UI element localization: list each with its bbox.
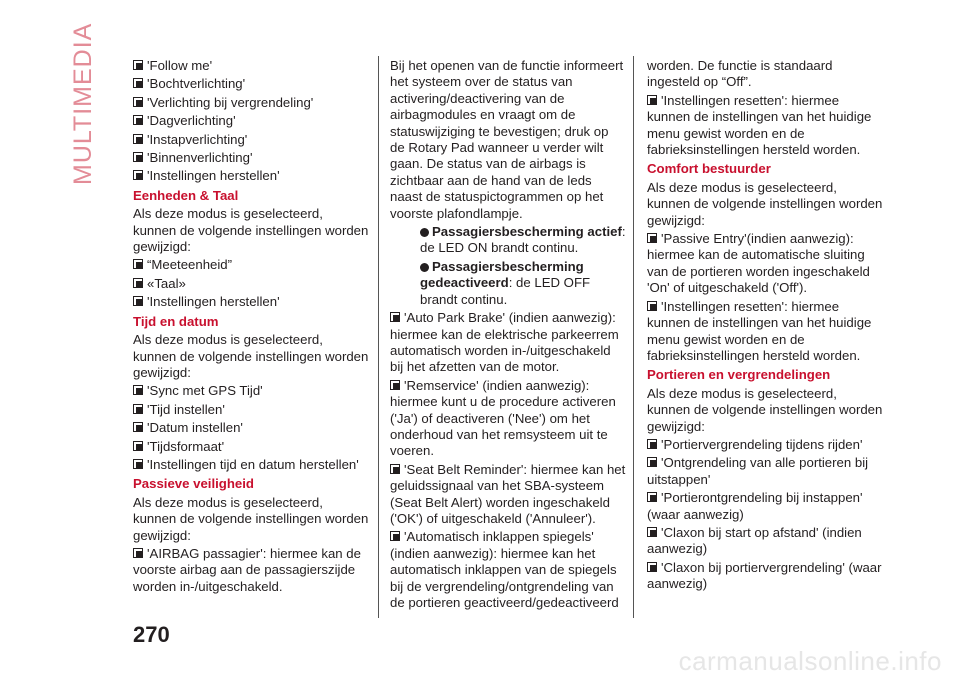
paragraph: Als deze modus is geselecteerd, kunnen de volgende instellingen worden gewijzigd: [133, 332, 369, 380]
list-item: «Taal» [133, 276, 369, 292]
checkbox-bullet-icon [133, 404, 143, 414]
list-item: 'Tijdsformaat' [133, 439, 369, 455]
list-item: 'Ontgrendeling van alle portieren bij uitstappen' [647, 455, 869, 487]
bullet-item: Passagiersbescherming gedeactiveerd: de LED OFF brandt continu. [420, 258, 591, 307]
column-1 [133, 58, 369, 597]
heading-units-language: Eenheden & Taal [133, 187, 239, 203]
list-item: 'Claxon bij portiervergrendeling' (waar aanwezig) [647, 559, 882, 592]
checkbox-bullet-icon [133, 296, 143, 306]
heading-passive-safety: Passieve veiligheid [133, 476, 254, 492]
list-item: 'Instapverlichting' [133, 132, 369, 148]
page-number: 270 [133, 622, 170, 647]
list-item: 'Seat Belt Reminder': hiermee kan het geluidssignaal van het SBA-systeem (Seat Belt Alert) worden ingeschakeld ('OK') of uitgeschakeld ('Annuleer'). [390, 461, 626, 526]
paragraph: Als deze modus is geselecteerd, kunnen de volgende instellingen worden gewijzigd: [647, 385, 883, 434]
list-item: 'Sync met GPS Tijd' [133, 383, 369, 399]
checkbox-bullet-icon [133, 548, 143, 558]
checkbox-bullet-icon [133, 97, 143, 107]
list-item: 'Instellingen tijd en datum herstellen' [133, 457, 369, 473]
column-2 [390, 58, 626, 613]
checkbox-bullet-icon [390, 380, 400, 390]
bullet-item: Passagiersbescherming actief: de LED ON brandt continu. [420, 224, 626, 256]
list-item: 'Binnenverlichting' [133, 150, 369, 166]
column-3 [647, 58, 883, 595]
list-item: 'Remservice' (indien aanwezig): hiermee kunt u de procedure activeren ('Ja') of deactiveren ('Nee') om het onderhoud van het remsysteem uit te voeren. [390, 377, 616, 459]
checkbox-bullet-icon [133, 385, 143, 395]
heading-time-date: Tijd en datum [133, 313, 219, 329]
paragraph: worden. De functie is standaard ingesteld op “Off”. [647, 58, 833, 90]
checkbox-bullet-icon [647, 562, 657, 572]
checkbox-bullet-icon [647, 439, 657, 449]
checkbox-bullet-icon [647, 95, 657, 105]
paragraph: Als deze modus is geselecteerd, kunnen de volgende instellingen worden gewijzigd: [647, 179, 883, 228]
checkbox-bullet-icon [133, 152, 143, 162]
paragraph: Bij het openen van de functie informeert het systeem over de status van activering/deactivering van de airbagmodules en vraagt om de statuswijziging te bevestigen; druk op de Rotary Pad wanneer u verder wilt gaan. De status van de airbags is zichtbaar aan de hand van de leds naast de statuspictogrammen op het voorste plafondlampje. [390, 58, 624, 221]
checkbox-bullet-icon [647, 492, 657, 502]
list-item: 'Instellingen resetten': hiermee kunnen de instellingen van het huidige menu gewist worden en de fabrieksinstellingen hersteld worden. [647, 92, 872, 158]
checkbox-bullet-icon [647, 527, 657, 537]
list-item: 'Portiervergrendeling tijdens rijden' [647, 437, 883, 453]
list-item: 'Portierontgrendeling bij instappen' (waar aanwezig) [647, 490, 863, 522]
list-item: 'Datum instellen' [133, 420, 369, 436]
checkbox-bullet-icon [647, 301, 657, 311]
checkbox-bullet-icon [133, 459, 143, 469]
checkbox-bullet-icon [133, 170, 143, 180]
list-item: 'Instellingen resetten': hiermee kunnen de instellingen van het huidige menu gewist worden en de fabrieksinstellingen hersteld worden. [647, 298, 872, 363]
checkbox-bullet-icon [133, 259, 143, 269]
list-item: 'Automatisch inklappen spiegels' (indien aanwezig): hiermee kan het automatisch inklappen van de spiegels bij de vergrendeling/ontgrendeling van de portieren geactiveerd/gedeactiveerd [390, 529, 619, 610]
checkbox-bullet-icon [390, 312, 400, 322]
list-item: 'Instellingen herstellen' [133, 294, 369, 310]
list-item: 'Tijd instellen' [133, 402, 369, 418]
column-divider-2 [633, 56, 634, 618]
watermark: carmanualsonline.info [678, 646, 942, 676]
heading-driver-comfort: Comfort bestuurder [647, 161, 771, 177]
bullet-dot-icon [420, 263, 429, 272]
checkbox-bullet-icon [133, 422, 143, 432]
section-title: MULTIMEDIA [69, 22, 97, 185]
heading-doors-locks: Portieren en vergrendelingen [647, 367, 831, 383]
checkbox-bullet-icon [133, 78, 143, 88]
column-divider-1 [378, 56, 379, 618]
list-item: 'Claxon bij start op afstand' (indien aanwezig) [647, 524, 862, 557]
paragraph: Als deze modus is geselecteerd, kunnen de volgende instellingen worden gewijzigd: [133, 494, 369, 543]
checkbox-bullet-icon [647, 457, 657, 467]
list-item: 'Auto Park Brake' (indien aanwezig): hiermee kan de elektrische parkeerrem automatisch worden in-/uitgeschakeld bij het afzetten van de motor. [390, 310, 619, 375]
list-item: 'Verlichting bij vergrendeling' [133, 95, 369, 111]
checkbox-bullet-icon [133, 278, 143, 288]
list-item: 'Follow me' [133, 58, 369, 74]
checkbox-bullet-icon [133, 115, 143, 125]
bullet-dot-icon [420, 228, 429, 237]
list-item: “Meeteenheid” [133, 257, 369, 273]
list-item: 'Instellingen herstellen' [133, 168, 369, 184]
checkbox-bullet-icon [133, 441, 143, 451]
checkbox-bullet-icon [133, 60, 143, 70]
paragraph: Als deze modus is geselecteerd, kunnen de volgende instellingen worden gewijzigd: [133, 206, 369, 255]
checkbox-bullet-icon [390, 464, 400, 474]
list-item: 'AIRBAG passagier': hiermee kan de voorste airbag aan de passagierszijde worden in-/uitgeschakeld. [133, 545, 361, 594]
checkbox-bullet-icon [133, 134, 143, 144]
list-item: 'Dagverlichting' [133, 113, 369, 129]
list-item: 'Bochtverlichting' [133, 76, 369, 92]
checkbox-bullet-icon [390, 531, 400, 541]
list-item: 'Passive Entry'(indien aanwezig): hiermee kan de automatische sluiting van de portieren worden ingeschakeld 'On' of uitgeschakeld ('Off'). [647, 231, 870, 296]
checkbox-bullet-icon [647, 233, 657, 243]
